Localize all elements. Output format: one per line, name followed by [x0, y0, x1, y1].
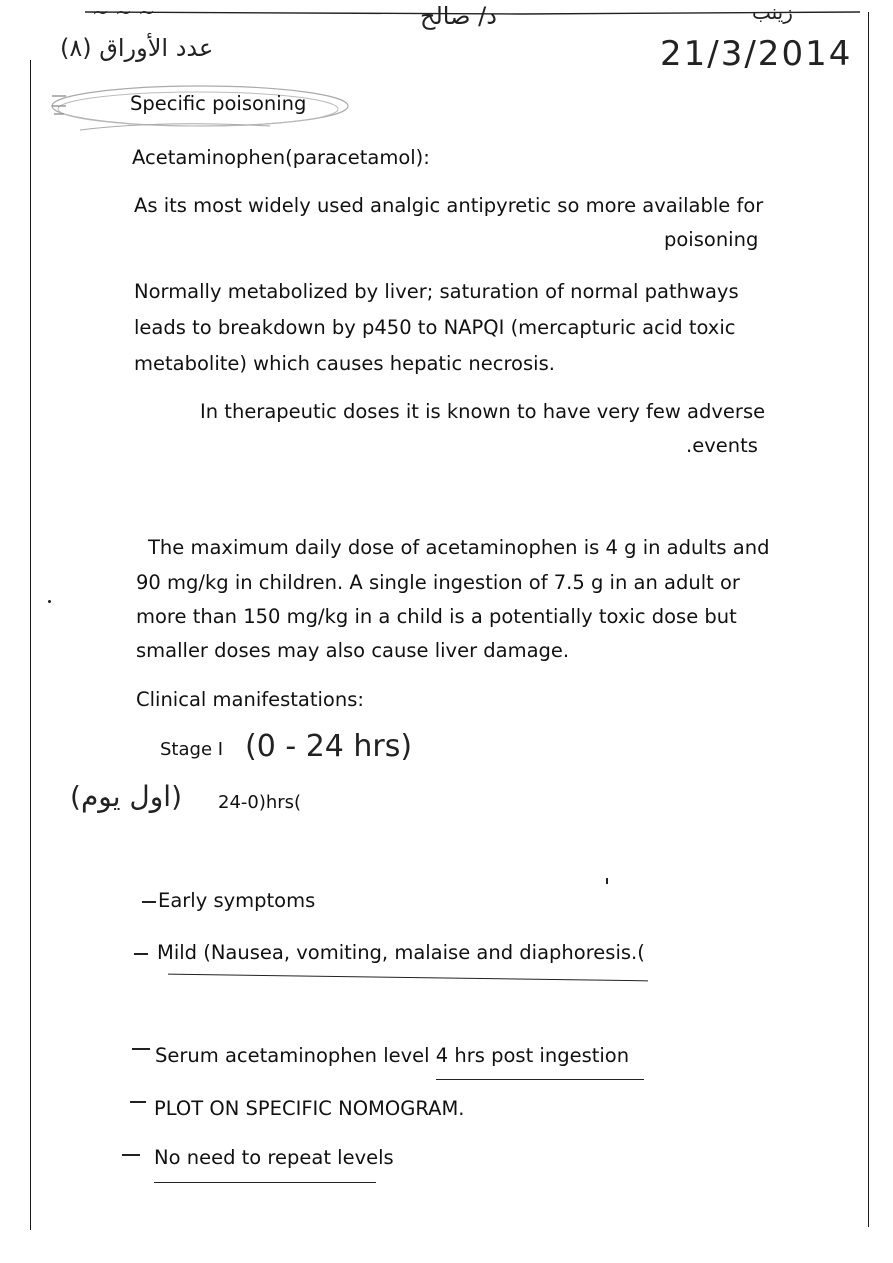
page-title: Specific poisoning: [130, 92, 307, 115]
para2-line2: leads to breakdown by p450 to NAPQI (mercapturic acid toxic: [134, 316, 736, 339]
stage-handwritten-note: (0 - 24 hrs): [245, 729, 413, 764]
para4-line1: The maximum daily dose of acetaminophen is 4 g in adults and: [148, 536, 770, 559]
stage-label: Stage I: [160, 739, 224, 760]
bullet-mild-symptoms: Mild (Nausea, vomiting, malaise and diaphoresis.(: [157, 941, 645, 964]
para3-line2: .events: [686, 434, 758, 457]
drug-heading: Acetaminophen(paracetamol):: [132, 146, 430, 169]
bullet-plot-nomogram: PLOT ON SPECIFIC NOMOGRAM.: [154, 1097, 465, 1120]
stage-range: 24-0)hrs(: [218, 792, 302, 813]
bullet-dash-2: [134, 953, 148, 955]
bullet-early-symptoms: Early symptoms: [158, 889, 316, 912]
bullet-dash-5: [122, 1154, 140, 1156]
para1-line2: poisoning: [664, 228, 759, 251]
clinical-heading: Clinical manifestations:: [136, 688, 364, 711]
underline-mild-symptoms: [168, 974, 648, 982]
para3-line1: In therapeutic doses it is known to have very few adverse: [200, 400, 766, 423]
para2-line1: Normally metabolized by liver; saturation of normal pathways: [134, 280, 739, 303]
scan-dot-2: [606, 878, 608, 884]
handwritten-date: 21/3/2014: [660, 34, 853, 74]
scan-dot-1: [48, 600, 51, 603]
bullet-no-repeat: No need to repeat levels: [154, 1146, 394, 1169]
top-right-arabic-note: زينب: [752, 0, 793, 24]
para1-line1: As its most widely used analgic antipyretic so more available for: [134, 194, 764, 217]
left-border-line: [30, 60, 31, 1230]
bullet-dash-4: [130, 1101, 146, 1103]
underline-4-hrs: [436, 1079, 644, 1080]
top-left-scribble: ~ ~ ~: [92, 0, 155, 24]
para4-line2: 90 mg/kg in children. A single ingestion of 7.5 g in an adult or: [136, 571, 740, 594]
bullet-serum-level: Serum acetaminophen level 4 hrs post ingestion: [155, 1044, 630, 1067]
bullet-dash-1: [142, 901, 156, 903]
para4-line3: more than 150 mg/kg in a child is a potentially toxic dose but: [136, 605, 737, 628]
para4-line4: smaller doses may also cause liver damage.: [136, 639, 570, 662]
bullet-dash-3: [132, 1048, 150, 1050]
underline-no-repeat: [154, 1182, 376, 1183]
student-arabic-note: (٨) عدد الأوراق: [60, 34, 214, 62]
top-center-arabic-note: د/ صالح: [420, 2, 497, 30]
right-border-line: [868, 12, 869, 1227]
stage-arabic-note: (اول يوم): [70, 780, 183, 813]
para2-line3: metabolite) which causes hepatic necrosis.: [134, 352, 555, 375]
